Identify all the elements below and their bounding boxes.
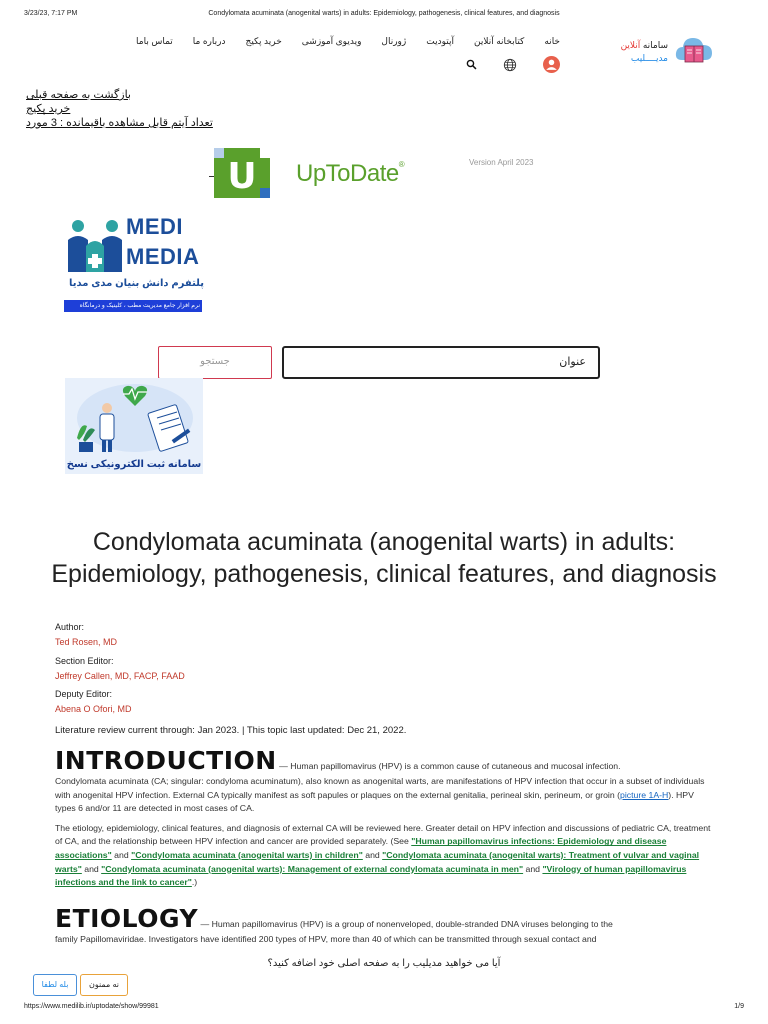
medimedia-bar: نرم افزار جامع مدیریت مطب ، کلینیک و درمانگاه	[64, 300, 202, 312]
remaining-items-link[interactable]: تعداد آیتم قابل مشاهده باقیمانده : 3 مورد	[26, 117, 213, 129]
brand-prefix: سامانه	[640, 40, 668, 50]
print-title: Condylomata acuminata (anogenital warts) in adults: Epidemiology, pathogenesis, clinical features, and diagnosis	[208, 10, 560, 17]
medimedia-banner[interactable]	[64, 214, 204, 314]
prompt-no-button[interactable]: نه ممنون	[80, 974, 128, 996]
link-hpv-infections[interactable]: "Human papillomavirus infections: Epidemiology and disease associations"	[55, 836, 667, 860]
intro-p1-text-b: ). HPV types 6 and/or 11 are detected in most cases of CA.	[55, 789, 694, 814]
etiology-section	[55, 906, 711, 947]
and-text: and	[111, 849, 132, 860]
section-editor-block	[55, 655, 185, 682]
search-button[interactable]: جستجو	[158, 346, 272, 379]
author-block	[55, 621, 117, 648]
nav-icons	[466, 56, 560, 73]
nav-item-home[interactable]: خانه	[544, 36, 560, 46]
section-editor-label: Section Editor:	[55, 656, 114, 666]
back-link[interactable]: بازگشت به صفحه قبلی	[26, 89, 131, 101]
author-name[interactable]: Ted Rosen, MD	[55, 637, 118, 647]
link-ca-children[interactable]: "Condylomata acuminata (anogenital warts) in children"	[131, 849, 363, 860]
print-url: https://www.medilib.ir/uptodate/show/99981	[24, 1003, 159, 1010]
add-home-prompt: آیا می خواهید مدیلیب را به صفحه اصلی خود اضافه کنید؟	[267, 958, 501, 969]
intro-p2-text: The etiology, epidemiology, clinical features, and diagnosis of external CA will be reviewed here. Greater detail on HPV infection and discussions of pediatric CA, treatment of CA, and the relationship between HPV infection and cancer are provided separately. (See	[55, 822, 711, 847]
cloud-books-icon	[674, 34, 714, 68]
buy-package-link[interactable]: خرید پکیج	[26, 103, 71, 115]
nav-item-journal[interactable]: ژورنال	[381, 36, 407, 46]
ehr-banner[interactable]	[65, 378, 203, 474]
search-input[interactable]: عنوان	[282, 346, 600, 379]
search-icon[interactable]	[466, 59, 477, 70]
brand-text	[621, 39, 668, 65]
medimedia-tagline: پلتفرم دانش بنیان مدی مدیا	[68, 278, 204, 289]
deputy-editor-label: Deputy Editor:	[55, 689, 113, 699]
introduction-heading: INTRODUCTION	[55, 746, 277, 775]
brand-highlight: آنلاین	[620, 40, 641, 50]
prompt-yes-button[interactable]: بله لطفا	[33, 974, 77, 996]
article-title: Condylomata acuminata (anogenital warts) in adults: Epidemiology, pathogenesis, clinical features, and diagnosis	[51, 528, 717, 588]
deputy-editor-block	[55, 688, 132, 715]
print-page-number: 1/9	[734, 1003, 744, 1010]
nav-item-about[interactable]: درباره ما	[192, 36, 226, 46]
brand-name: مدیــــلیب	[630, 53, 668, 63]
introduction-paragraph-2	[55, 822, 711, 890]
nav-item-videos[interactable]: ویدیوی آموزشی	[301, 36, 362, 46]
uptodate-version: Version April 2023	[469, 158, 534, 167]
nav-item-uptodate[interactable]: آپتودیت	[426, 36, 454, 46]
medimedia-word-1: MEDI	[126, 214, 183, 239]
link-hpv-virology[interactable]: "Virology of human papillomavirus infections and the link to cancer"	[55, 863, 687, 888]
brand-logo[interactable]	[608, 30, 720, 74]
introduction-section	[55, 748, 711, 890]
and-text: and	[523, 863, 543, 874]
section-editor-name[interactable]: Jeffrey Callen, MD, FACP, FAAD	[55, 671, 185, 681]
and-text: and	[362, 849, 383, 860]
print-header	[24, 10, 744, 22]
ehr-illustration-icon	[65, 378, 203, 456]
nav-item-buy-package[interactable]: خرید پکیج	[245, 36, 282, 46]
uptodate-wordmark	[296, 160, 404, 188]
back-links	[26, 88, 213, 130]
introduction-paragraph-1	[55, 775, 711, 816]
nav-item-contact[interactable]: تماس باما	[136, 36, 173, 46]
print-date: 3/23/23, 7:17 PM	[24, 10, 78, 17]
nav-menu	[136, 36, 560, 47]
etiology-paragraph-1: family Papillomaviridae. Investigators have identified 200 types of HPV, more than 40 of which can be transmitted through sexual contact and	[55, 934, 597, 944]
introduction-lead: — Human papillomavirus (HPV) is a common cause of cutaneous and mucosal infection.	[279, 761, 621, 771]
deputy-editor-name[interactable]: Abena O Ofori, MD	[55, 704, 132, 714]
and-text: and	[81, 863, 102, 874]
author-label: Author:	[55, 622, 85, 632]
link-ca-vulvar-vaginal[interactable]: "Condylomata acuminata (anogenital warts): Treatment of vulvar and vaginal warts"	[55, 849, 700, 874]
link-ca-men[interactable]: "Condylomata acuminata (anogenital warts): Management of external condylomata acuminata in men"	[101, 863, 524, 874]
nav-item-library[interactable]: کتابخانه آنلاین	[473, 36, 525, 46]
uptodate-logo-icon	[214, 148, 270, 198]
medimedia-word-2: MEDIA	[126, 244, 200, 269]
uptodate-letter: U	[227, 156, 257, 197]
etiology-lead: — Human papillomavirus (HPV) is a group of nonenveloped, double-stranded DNA viruses belonging to the	[200, 919, 613, 929]
closing-text: .)	[191, 877, 198, 888]
globe-icon[interactable]	[503, 58, 517, 72]
intro-p1-text-a: Condylomata acuminata (CA; singular: condyloma acuminatum), also known as anogenital warts, are manifestations of HPV infection that occur in a subset of individuals with anogenital HPV infection. External CA typically manifest as soft papules or plaques on the external genitalia, perineal skin, perineum, or groin (	[55, 776, 705, 800]
medimedia-people-icon	[66, 218, 126, 274]
picture-link[interactable]: picture 1A-H	[620, 789, 669, 800]
user-avatar-icon[interactable]	[543, 56, 560, 73]
review-status: Literature review current through: Jan 2023. | This topic last updated: Dec 21, 2022.	[55, 725, 407, 736]
site-navbar	[100, 30, 720, 80]
uptodate-mark: ®	[398, 160, 405, 169]
etiology-heading: ETIOLOGY	[55, 904, 199, 933]
uptodate-name: UpToDate	[296, 160, 399, 187]
ehr-text: سامانه ثبت الکترونیکی نسخ	[66, 459, 202, 470]
